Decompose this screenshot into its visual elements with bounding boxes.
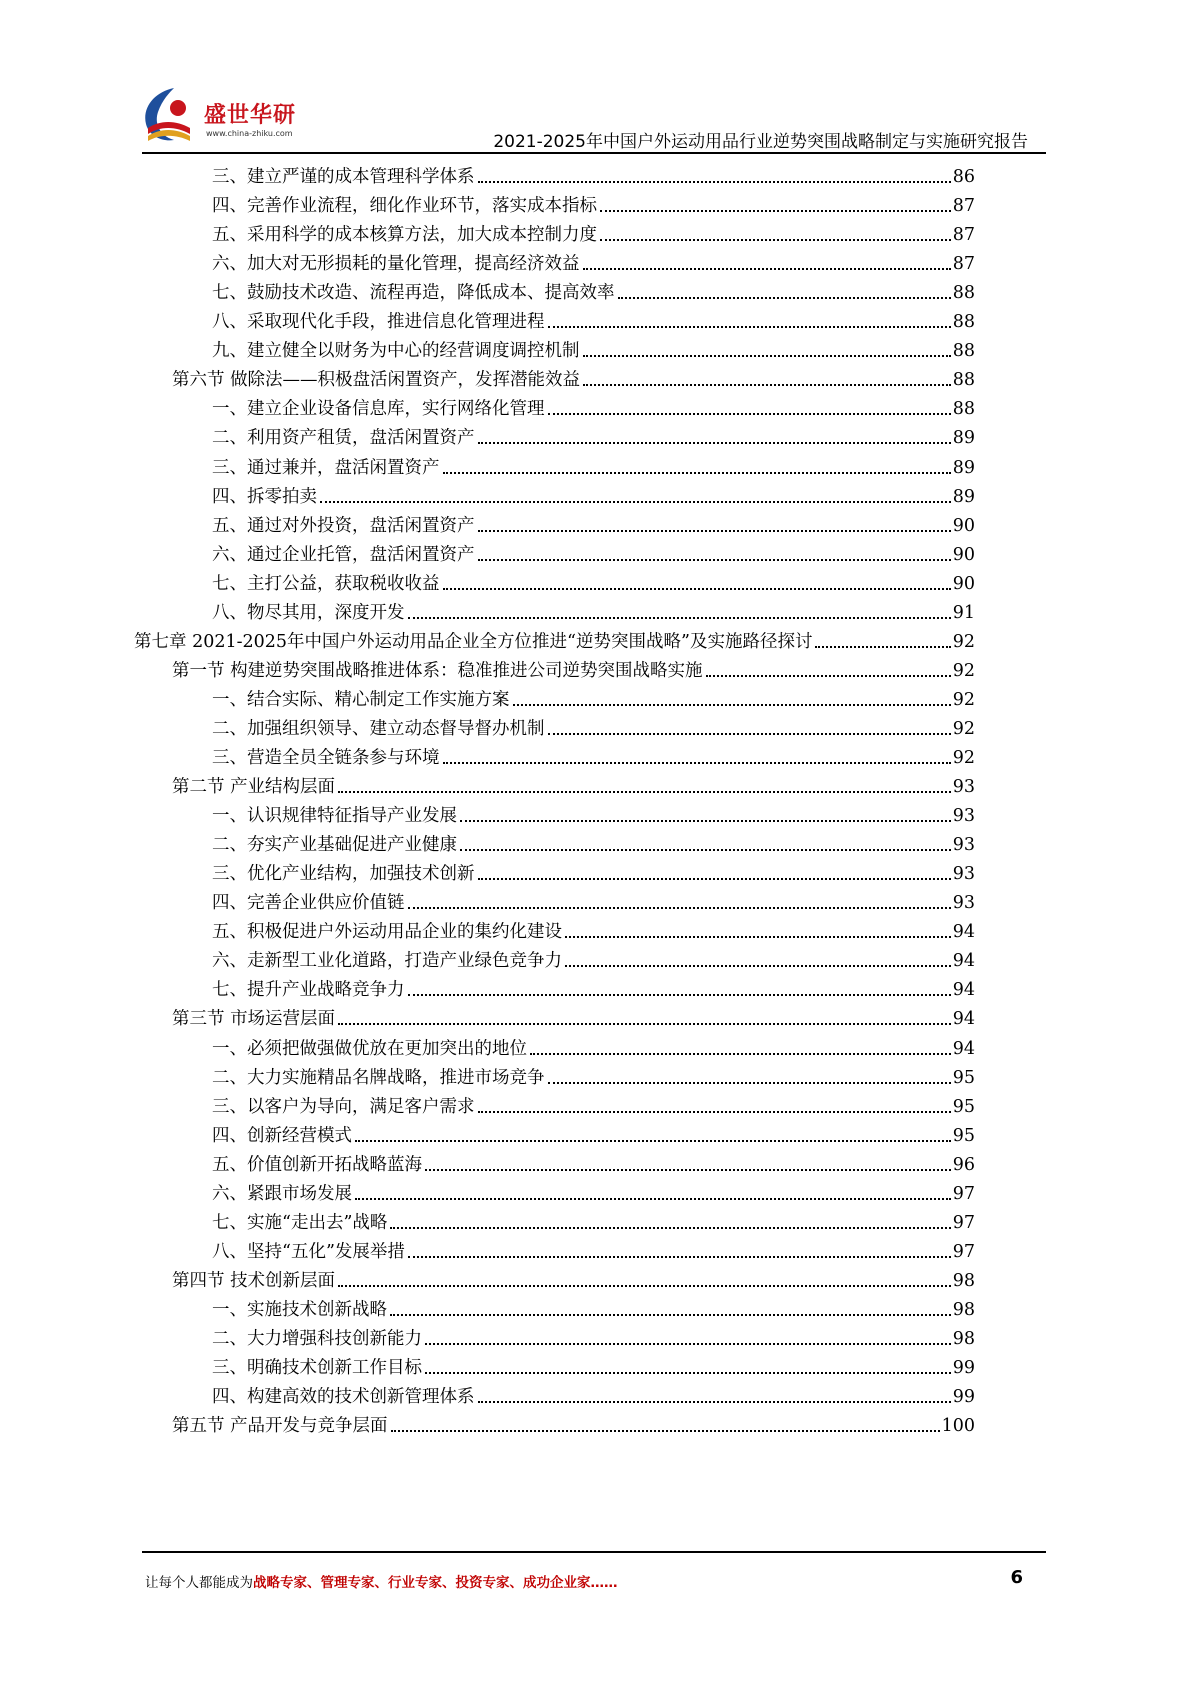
footer-divider	[142, 1551, 1046, 1553]
footer-slogan-highlight: 战略专家、管理专家、行业专家、投资专家、成功企业家……	[253, 1575, 618, 1591]
toc-dot-leader	[548, 733, 951, 735]
toc-entry[interactable]	[212, 971, 975, 1002]
toc-entry-title: 五、采用科学的成本核算方法，加大成本控制力度	[212, 223, 600, 247]
toc-entry[interactable]	[212, 187, 975, 218]
toc-entry-page: 92	[952, 631, 975, 652]
toc-entry[interactable]	[134, 623, 975, 654]
toc-dot-leader	[355, 1140, 951, 1142]
toc-dot-leader	[425, 1343, 951, 1345]
toc-entry[interactable]	[212, 245, 975, 276]
toc-dot-leader	[565, 936, 951, 938]
toc-entry-title: 八、采取现代化手段，推进信息化管理进程	[212, 310, 548, 334]
header-divider	[142, 152, 1046, 154]
toc-entry-title: 九、建立健全以财务为中心的经营调度调控机制	[212, 339, 583, 363]
toc-dot-leader	[478, 878, 951, 880]
toc-entry-title: 四、完善作业流程，细化作业环节，落实成本指标	[212, 194, 600, 218]
toc-entry-title: 三、建立严谨的成本管理科学体系	[212, 165, 478, 189]
toc-entry-page: 93	[952, 806, 975, 827]
toc-entry-page: 87	[952, 254, 975, 275]
toc-dot-leader	[530, 1053, 951, 1055]
toc-dot-leader	[443, 588, 951, 590]
toc-entry-title: 四、拆零拍卖	[212, 485, 320, 509]
toc-dot-leader	[565, 965, 951, 967]
toc-entry[interactable]	[172, 652, 975, 683]
toc-entry[interactable]	[212, 1233, 975, 1264]
toc-entry[interactable]	[212, 913, 975, 944]
toc-dot-leader	[478, 1111, 951, 1113]
toc-entry-page: 90	[952, 573, 975, 594]
toc-entry[interactable]	[212, 1204, 975, 1235]
toc-entry[interactable]	[212, 855, 975, 886]
toc-entry-page: 99	[952, 1387, 975, 1408]
toc-entry-page: 99	[952, 1358, 975, 1379]
toc-entry-title: 五、通过对外投资，盘活闲置资产	[212, 514, 478, 538]
toc-entry-page: 88	[952, 370, 975, 391]
toc-entry-title: 五、价值创新开拓战略蓝海	[212, 1153, 425, 1177]
toc-dot-leader	[583, 268, 951, 270]
toc-entry-title: 七、鼓励技术改造、流程再造，降低成本、提高效率	[212, 281, 618, 305]
toc-entry-title: 七、实施“走出去”战略	[212, 1211, 390, 1235]
toc-entry[interactable]	[172, 361, 975, 392]
toc-entry[interactable]	[212, 390, 975, 421]
toc-entry-title: 一、认识规律特征指导产业发展	[212, 804, 460, 828]
toc-entry[interactable]	[212, 739, 975, 770]
toc-entry-page: 92	[952, 660, 975, 681]
toc-dot-leader	[478, 442, 951, 444]
toc-entry-title: 一、实施技术创新战略	[212, 1298, 390, 1322]
toc-dot-leader	[583, 355, 951, 357]
toc-entry-page: 95	[952, 1067, 975, 1088]
toc-entry[interactable]	[212, 884, 975, 915]
toc-entry[interactable]	[212, 1146, 975, 1177]
toc-entry-title: 第七章 2021-2025年中国户外运动用品企业全方位推进“逆势突围战略”及实施路径探讨	[134, 630, 815, 654]
toc-entry[interactable]	[172, 768, 975, 799]
toc-entry[interactable]	[212, 1320, 975, 1351]
toc-dot-leader	[425, 1372, 951, 1374]
toc-entry-title: 第四节 技术创新层面	[172, 1269, 338, 1293]
toc-dot-leader	[478, 530, 951, 532]
toc-entry-page: 92	[952, 689, 975, 710]
toc-dot-leader	[478, 559, 951, 561]
toc-entry[interactable]	[212, 594, 975, 625]
toc-entry-page: 93	[952, 893, 975, 914]
toc-entry-title: 二、夯实产业基础促进产业健康	[212, 833, 460, 857]
toc-entry-page: 97	[952, 1212, 975, 1233]
toc-entry-page: 90	[952, 515, 975, 536]
toc-entry-title: 四、创新经营模式	[212, 1124, 355, 1148]
toc-entry[interactable]	[212, 1030, 975, 1061]
toc-dot-leader	[513, 704, 951, 706]
toc-dot-leader	[390, 1314, 951, 1316]
toc-dot-leader	[338, 1023, 951, 1025]
toc-dot-leader	[548, 413, 951, 415]
toc-entry-title: 六、走新型工业化道路，打造产业绿色竞争力	[212, 949, 565, 973]
toc-entry[interactable]	[212, 478, 975, 509]
toc-entry[interactable]	[212, 1059, 975, 1090]
toc-entry-title: 三、以客户为导向，满足客户需求	[212, 1095, 478, 1119]
toc-dot-leader	[391, 1430, 940, 1432]
toc-entry-title: 一、建立企业设备信息库，实行网络化管理	[212, 397, 548, 421]
toc-dot-leader	[355, 1198, 951, 1200]
toc-entry-page: 89	[952, 457, 975, 478]
toc-entry-title: 三、营造全员全链条参与环境	[212, 746, 443, 770]
toc-entry-title: 四、构建高效的技术创新管理体系	[212, 1385, 478, 1409]
logo-emblem-icon	[140, 84, 204, 150]
toc-entry[interactable]	[212, 158, 975, 189]
toc-entry-page: 98	[952, 1270, 975, 1291]
toc-entry[interactable]	[212, 1378, 975, 1409]
toc-entry[interactable]	[212, 216, 975, 247]
page-number: 6	[1010, 1567, 1023, 1588]
toc-entry-page: 87	[952, 225, 975, 246]
toc-entry-page: 94	[952, 922, 975, 943]
footer-slogan-prefix: 让每个人都能成为	[145, 1575, 253, 1591]
toc-dot-leader	[390, 1227, 950, 1229]
toc-entry[interactable]	[172, 1407, 975, 1438]
toc-entry-title: 六、通过企业托管，盘活闲置资产	[212, 543, 478, 567]
toc-entry-page: 87	[952, 196, 975, 217]
toc-entry[interactable]	[212, 1349, 975, 1380]
toc-entry[interactable]	[212, 1175, 975, 1206]
toc-dot-leader	[583, 384, 951, 386]
toc-entry-title: 第六节 做除法——积极盘活闲置资产，发挥潜能效益	[172, 368, 583, 392]
toc-entry[interactable]	[212, 303, 975, 334]
toc-dot-leader	[460, 849, 951, 851]
logo-brand-text: 盛世华研	[204, 103, 297, 128]
toc-dot-leader	[408, 1256, 951, 1258]
toc-entry-title: 八、物尽其用，深度开发	[212, 601, 408, 625]
toc-dot-leader	[408, 907, 951, 909]
toc-entry-title: 第三节 市场运营层面	[172, 1007, 338, 1031]
toc-entry[interactable]	[212, 681, 975, 712]
toc-entry-page: 94	[952, 1038, 975, 1059]
toc-dot-leader	[338, 791, 951, 793]
toc-entry-page: 94	[952, 1009, 975, 1030]
toc-entry[interactable]	[212, 332, 975, 363]
toc-dot-leader	[548, 1082, 951, 1084]
toc-entry-page: 89	[952, 428, 975, 449]
toc-dot-leader	[408, 994, 951, 996]
toc-entry-title: 四、完善企业供应价值链	[212, 891, 408, 915]
toc-entry[interactable]	[212, 1291, 975, 1322]
toc-entry-page: 92	[952, 748, 975, 768]
toc-entry-page: 88	[952, 312, 975, 333]
toc-entry-page: 93	[952, 777, 975, 798]
toc-entry[interactable]	[212, 536, 975, 567]
toc-entry[interactable]	[212, 565, 975, 596]
toc-entry-page: 93	[952, 864, 975, 885]
toc-entry[interactable]	[212, 1088, 975, 1119]
toc-dot-leader	[425, 1169, 951, 1171]
toc-entry-page: 88	[952, 399, 975, 420]
toc-entry-page: 98	[952, 1299, 975, 1320]
toc-entry-page: 95	[952, 1096, 975, 1117]
toc-entry-title: 七、主打公益，获取税收收益	[212, 572, 443, 596]
toc-entry-page: 93	[952, 835, 975, 856]
toc-dot-leader	[443, 762, 951, 764]
toc-entry[interactable]	[212, 507, 975, 538]
toc-entry-title: 第一节 构建逆势突围战略推进体系：稳准推进公司逆势突围战略实施	[172, 659, 706, 683]
toc-entry-page: 97	[952, 1241, 975, 1262]
toc-entry[interactable]	[212, 797, 975, 828]
toc-entry-page: 90	[952, 544, 975, 565]
toc-entry-title: 三、通过兼并，盘活闲置资产	[212, 456, 443, 480]
toc-entry[interactable]	[172, 1000, 975, 1031]
toc-dot-leader	[548, 326, 951, 328]
toc-entry-page: 95	[952, 1125, 975, 1146]
toc-entry-title: 七、提升产业战略竞争力	[212, 978, 408, 1002]
toc-entry-title: 六、加大对无形损耗的量化管理，提高经济效益	[212, 252, 583, 276]
toc-entry-title: 二、大力实施精品名牌战略，推进市场竞争	[212, 1066, 548, 1090]
toc-entry-page: 86	[952, 167, 975, 187]
toc-entry-page: 98	[952, 1329, 975, 1349]
toc-entry-title: 五、积极促进户外运动用品企业的集约化建设	[212, 920, 565, 944]
toc-dot-leader	[600, 239, 951, 241]
toc-entry-title: 六、紧跟市场发展	[212, 1182, 355, 1206]
toc-dot-leader	[320, 501, 951, 503]
toc-dot-leader	[338, 1285, 951, 1287]
toc-entry-page: 89	[952, 486, 975, 507]
toc-dot-leader	[706, 675, 951, 677]
toc-entry-title: 八、坚持“五化”发展举措	[212, 1240, 408, 1264]
toc-entry-page: 97	[952, 1183, 975, 1204]
toc-entry-title: 第五节 产品开发与竞争层面	[172, 1414, 391, 1438]
toc-entry-page: 96	[952, 1154, 975, 1175]
toc-entry-page: 100	[941, 1416, 975, 1437]
toc-entry[interactable]	[212, 942, 975, 973]
toc-entry-page: 88	[952, 341, 975, 362]
toc-entry-title: 二、大力增强科技创新能力	[212, 1327, 425, 1351]
toc-dot-leader	[443, 472, 951, 474]
toc-entry[interactable]	[212, 449, 975, 480]
toc-dot-leader	[478, 181, 951, 183]
company-logo	[140, 84, 320, 150]
toc-dot-leader	[600, 210, 951, 212]
footer-slogan	[145, 1571, 618, 1591]
toc-entry[interactable]	[212, 274, 975, 305]
toc-dot-leader	[478, 1401, 951, 1403]
toc-entry-title: 一、必须把做强做优放在更加突出的地位	[212, 1037, 530, 1061]
toc-entry-title: 二、加强组织领导、建立动态督导督办机制	[212, 717, 548, 741]
toc-entry-title: 一、结合实际、精心制定工作实施方案	[212, 688, 513, 712]
toc-dot-leader	[618, 297, 951, 299]
toc-entry-title: 三、优化产业结构，加强技术创新	[212, 862, 478, 886]
toc-dot-leader	[408, 617, 951, 619]
toc-dot-leader	[815, 646, 950, 648]
toc-entry[interactable]	[172, 1262, 975, 1293]
report-title: 2021-2025年中国户外运动用品行业逆势突围战略制定与实施研究报告	[493, 132, 1028, 152]
toc-entry-page: 88	[952, 283, 975, 304]
toc-entry[interactable]	[212, 826, 975, 857]
toc-entry-title: 第二节 产业结构层面	[172, 775, 338, 799]
toc-entry[interactable]	[212, 1117, 975, 1148]
logo-url: www.china-zhiku.com	[206, 129, 293, 138]
toc-entry-page: 94	[952, 980, 975, 1001]
toc-entry-page: 91	[952, 602, 975, 623]
toc-entry-page: 92	[952, 718, 975, 739]
toc-entry[interactable]	[212, 710, 975, 741]
toc-entry-page: 94	[952, 951, 975, 972]
toc-entry-title: 二、利用资产租赁，盘活闲置资产	[212, 426, 478, 450]
toc-dot-leader	[460, 820, 951, 822]
toc-entry[interactable]	[212, 419, 975, 450]
toc-entry-title: 三、明确技术创新工作目标	[212, 1356, 425, 1380]
